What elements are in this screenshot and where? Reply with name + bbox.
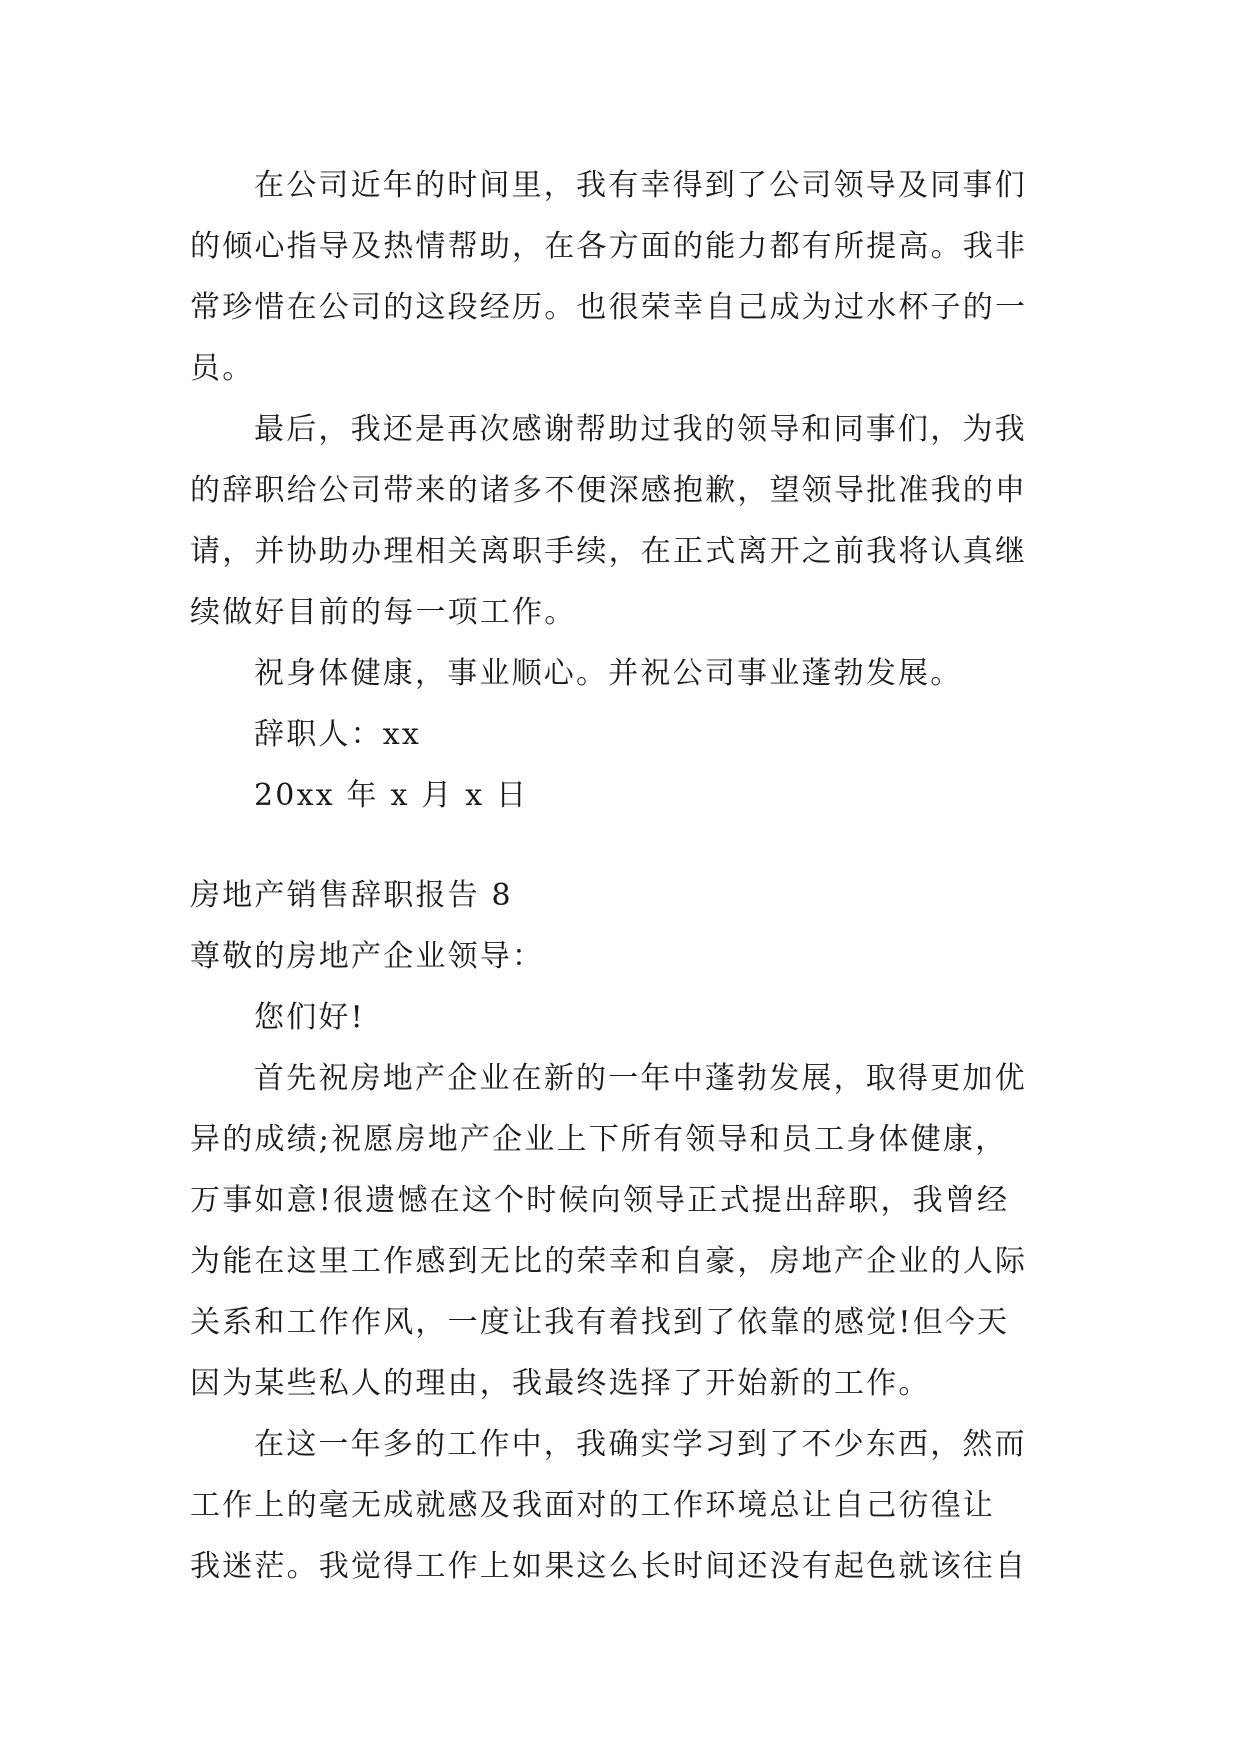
paragraph-line: 的辞职给公司带来的诸多不便深感抱歉，望领导批准我的申 — [190, 473, 1028, 508]
paragraph-line: 为能在这里工作感到无比的荣幸和自豪，房地产企业的人际 — [190, 1244, 1028, 1279]
paragraph-line: 工作上的毫无成就感及我面对的工作环境总让自己彷徨让 — [190, 1488, 995, 1523]
greeting: 您们好! — [254, 1000, 365, 1035]
paragraph-line: 在公司近年的时间里，我有幸得到了公司领导及同事们 — [254, 168, 1027, 203]
paragraph-line: 关系和工作作风，一度让我有着找到了依靠的感觉!但今天 — [190, 1305, 1010, 1340]
paragraph-line: 万事如意!很遗憾在这个时候向领导正式提出辞职，我曾经 — [190, 1183, 1010, 1218]
paragraph-line: 首先祝房地产企业在新的一年中蓬勃发展，取得更加优 — [254, 1061, 1027, 1096]
paragraph-line: 常珍惜在公司的这段经历。也很荣幸自己成为过水杯子的一 — [190, 290, 1028, 325]
paragraph-line: 异的成绩;祝愿房地产企业上下所有领导和员工身体健康， — [190, 1122, 1008, 1157]
paragraph-line: 最后，我还是再次感谢帮助过我的领导和同事们，为我 — [254, 412, 1027, 447]
paragraph-line: 我迷茫。我觉得工作上如果这么长时间还没有起色就该往自 — [190, 1549, 1028, 1584]
paragraph-line: 因为某些私人的理由，我最终选择了开始新的工作。 — [190, 1366, 931, 1401]
paragraph-line: 续做好目前的每一项工作。 — [190, 595, 577, 630]
date: 20xx 年 x 月 x 日 — [254, 778, 529, 813]
paragraph-line: 在这一年多的工作中，我确实学习到了不少东西，然而 — [254, 1427, 1027, 1462]
closing-wishes: 祝身体健康，事业顺心。并祝公司事业蓬勃发展。 — [254, 656, 963, 691]
section-title: 房地产销售辞职报告 8 — [190, 878, 513, 913]
signature: 辞职人：xx — [254, 717, 422, 752]
paragraph-line: 请，并协助办理相关离职手续，在正式离开之前我将认真继 — [190, 534, 1028, 569]
paragraph-line: 的倾心指导及热情帮助，在各方面的能力都有所提高。我非 — [190, 229, 1028, 264]
salutation: 尊敬的房地产企业领导： — [190, 939, 545, 974]
paragraph-line: 员。 — [190, 351, 255, 386]
